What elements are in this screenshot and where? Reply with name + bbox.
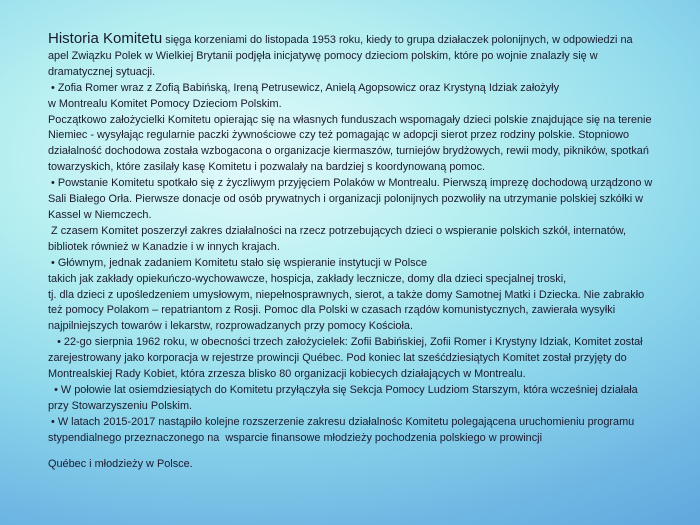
paragraph-reception: • Powstanie Komitetu spotkało się z życzliwym przyjęciem Polaków w Montrealu. Pierwszą imprezę dochodową urządzono w Sali Białego Orła. Pierwsze donacje od osób prywatnych i organizacji polonijnych pozwoliły na utrzymanie polskiej szkółki w Kassel w Niemczech.	[48, 177, 656, 221]
paragraph-scholarships-end: Québec i młodzieży w Polsce.	[48, 457, 193, 470]
paragraph-expansion: Z czasem Komitet poszerzył zakres działalności na rzecz potrzebujących dzieci o wspieranie polskich szkół, internatów, bibliotek również w Kanadzie i w innych krajach.	[48, 224, 630, 253]
spacer	[48, 447, 656, 457]
paragraph-registration: • 22-go sierpnia 1962 roku, w obecności trzech założycielek: Zofii Babińskiej, Zofii Romer i Krystyny Idziak, Komitet został zarejestrowany jako korporacja w rejestrze prowincji Québec. Pod koniec lat sześćdziesiątych Komitet został przyjęty do Montrealskiej Rady Kobiet, która zrzesza blisko 80 organizacji kobiecych działających w Montrealu.	[48, 336, 646, 381]
paragraph-early-activity: Początkowo założycielki Komitetu opierając się na własnych funduszach wspomagały dzieci polskie znajdujące się na terenie Niemiec - wysyłając regularnie paczki żywnościowe czy też pomagając w adopcji sierot przez rodziny polskie. Stopniowo działalność dochodowa została wzbogacona o organizacje kiermaszów, turniejów brydżowych, rewii mody, pikników, spotkań towarzyskich, które zasilały kasę Komitetu i pozwalały na bardziej s koordynowaną pomoc.	[48, 113, 655, 174]
paragraph-founders: • Zofia Romer wraz z Zofią Babińską, Ireną Petrusewicz, Anielą Agopsowicz oraz Krystyną Idziak założyły w Montrealu Komitet Pomocy Dzieciom Polskim.	[48, 81, 560, 110]
text-content	[48, 30, 656, 472]
paragraph-seniors-section: • W połowie lat osiemdziesiątych do Komitetu przyłączyła się Sekcja Pomocy Ludziom Starszym, która wcześniej działała przy Stowarzyszeniu Polskim.	[48, 383, 641, 412]
paragraph-main-task: • Głównym, jednak zadaniem Komitetu stało się wspieranie instytucji w Polsce takich jak zakłady opiekuńczo-wychowawcze, hospicja, zakłady lecznicze, domy dla dzieci specjalnej troski, tj. dla dzieci z upośledzeniem umysłowym, niepełnosprawnych, sierot, a także domy Samotnej Matki i Dziecka. Nie zabrakło też pomocy Polakom – repatriantom z Rosji. Pomoc dla Polski w czasach rządów komunistycznych, zawierała wysyłki najpilniejszych towarów i lekarstw, rozprowadzanych przy pomocy Kościoła.	[48, 256, 645, 333]
paragraph-scholarships: • W latach 2015-2017 nastąpiło kolejne rozszerzenie zakresu działalnośc Komitetu polegającena uruchomieniu programu stypendialnego przeznaczonego na wsparcie finansowe młodzieży pochodzenia polskiego w prowincji	[48, 415, 638, 444]
intro-text: sięga korzeniami do listopada 1953 roku, kiedy to grupa działaczek polonijnych, w odpowiedzi na apel Związku Polek w Wielkiej Brytanii podjęła inicjatywę pomocy dzieciom polskim, które po wojnie znalazły się w dramatycznej sytuacji.	[48, 34, 636, 78]
intro-paragraph	[48, 30, 656, 81]
slide-title: Historia Komitetu	[48, 30, 163, 47]
